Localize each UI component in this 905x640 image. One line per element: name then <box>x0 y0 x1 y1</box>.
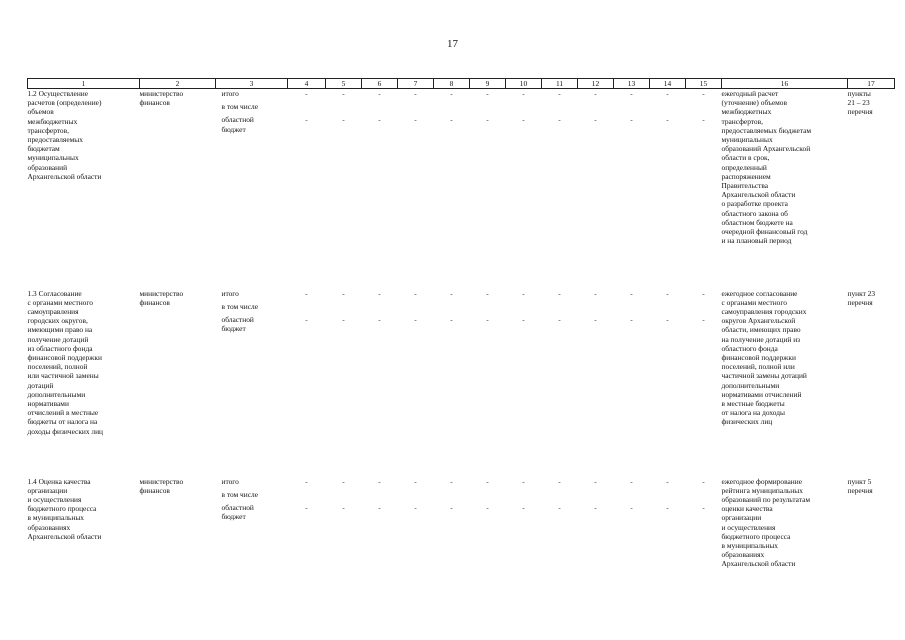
amount-regional-dash: - <box>630 115 633 125</box>
measure-name-line: Архангельской области <box>27 171 102 181</box>
amount-regional-dash: - <box>342 314 345 324</box>
result-line: о разработке проекта <box>721 199 788 209</box>
reference-line: пункт 23 <box>847 288 876 298</box>
measure-name-line: дополнительными <box>27 389 86 399</box>
source-regional-line: бюджет <box>221 512 246 522</box>
amount-total-dash: - <box>342 89 345 98</box>
column-header-5: 5 <box>326 79 362 89</box>
funding-source-cell <box>216 289 288 477</box>
amount-cell-col-7 <box>398 477 434 597</box>
amount-regional-dash: - <box>666 502 669 512</box>
amount-cell-col-14 <box>650 289 686 477</box>
amount-regional-dash: - <box>558 115 561 125</box>
result-line: Архангельской области <box>721 559 796 569</box>
measure-name-line: межбюджетных <box>27 116 78 126</box>
measure-name-line: с органами местного <box>27 297 93 307</box>
amount-cell-col-11 <box>542 89 578 289</box>
amount-regional-dash: - <box>342 502 345 512</box>
result-line: определенный <box>721 162 767 172</box>
measure-name-line: или частичной замены <box>27 371 99 381</box>
amount-cell-col-12 <box>578 477 614 597</box>
amount-total-dash: - <box>594 476 597 486</box>
amount-total-dash: - <box>522 89 525 98</box>
reference-line: перечня <box>847 297 873 307</box>
result-line: и осуществления <box>721 522 776 532</box>
amount-cell-col-4 <box>288 289 326 477</box>
amount-total-dash: - <box>414 89 417 98</box>
result-line: образований Архангельской <box>721 144 811 154</box>
amount-regional-dash: - <box>414 115 417 125</box>
result-line: в местные бюджеты <box>721 398 785 408</box>
amount-cell-col-7 <box>398 289 434 477</box>
column-header-2: 2 <box>140 79 216 89</box>
amount-cell-col-9 <box>470 89 506 289</box>
executor-cell <box>140 477 216 597</box>
amount-total-dash: - <box>378 89 381 98</box>
amount-total-dash: - <box>594 89 597 98</box>
result-line: в муниципальных <box>721 540 779 550</box>
result-line: рейтинга муниципальных <box>721 485 803 495</box>
funding-source-cell <box>216 89 288 289</box>
reference-line: 21 – 23 <box>847 98 870 108</box>
column-header-12: 12 <box>578 79 614 89</box>
amount-total-dash: - <box>414 476 417 486</box>
result-line: от налога на доходы <box>721 408 785 418</box>
amount-regional-dash: - <box>630 314 633 324</box>
amount-cell-col-10 <box>506 289 542 477</box>
measure-name-line: образований <box>27 162 68 172</box>
amount-total-dash: - <box>378 288 381 298</box>
measure-name-line: из областного фонда <box>27 343 93 353</box>
executor-cell <box>140 289 216 477</box>
result-line: образований по результатам <box>721 494 811 504</box>
amount-regional-dash: - <box>450 314 453 324</box>
amount-total-dash: - <box>450 476 453 486</box>
amount-cell-col-8 <box>434 89 470 289</box>
result-line: предоставляемых бюджетам <box>721 125 812 135</box>
result-line: самоуправления городских <box>721 306 807 316</box>
reference-line: пункты <box>847 89 871 98</box>
amount-total-dash: - <box>702 89 705 98</box>
measure-name-line: 1.4 Оценка качества <box>27 476 91 486</box>
reference-cell <box>848 477 895 597</box>
amount-cell-col-5 <box>326 477 362 597</box>
amount-total-dash: - <box>486 288 489 298</box>
measure-name-line: бюджеты от налога на <box>27 417 98 427</box>
amount-total-dash: - <box>305 288 308 298</box>
measure-name-line: самоуправления <box>27 306 79 316</box>
column-header-4: 4 <box>288 79 326 89</box>
amount-regional-dash: - <box>594 314 597 324</box>
result-line: оценки качества <box>721 504 773 514</box>
amount-cell-col-5 <box>326 289 362 477</box>
amount-total-dash: - <box>378 476 381 486</box>
source-regional-line: областной <box>221 314 254 324</box>
source-regional-line: областной <box>221 502 254 512</box>
amount-cell-col-8 <box>434 477 470 597</box>
amount-regional-dash: - <box>378 115 381 125</box>
amount-regional-dash: - <box>414 314 417 324</box>
amount-total-dash: - <box>305 89 308 98</box>
source-regional-line: бюджет <box>221 324 246 334</box>
amount-total-dash: - <box>305 476 308 486</box>
measure-name-line: предоставляемых <box>27 135 83 145</box>
source-including: в том числе <box>221 489 258 499</box>
result-line: ежегодное формирование <box>721 476 802 486</box>
amount-total-dash: - <box>594 288 597 298</box>
result-line: областного фонда <box>721 343 778 353</box>
amount-total-dash: - <box>630 288 633 298</box>
reference-line: перечня <box>847 485 873 495</box>
measure-name-line: и осуществления <box>27 494 82 504</box>
amount-total-dash: - <box>450 288 453 298</box>
result-line: поселений, полной или <box>721 362 795 372</box>
amount-cell-col-4 <box>288 89 326 289</box>
measure-name-line: дотаций <box>27 380 54 390</box>
column-header-11: 11 <box>542 79 578 89</box>
measure-name-line: 1.2 Осуществление <box>27 89 89 98</box>
amount-regional-dash: - <box>414 502 417 512</box>
measure-name-line: доходы физических лиц <box>27 426 104 436</box>
result-line: очередной финансовый год <box>721 227 808 237</box>
amount-cell-col-10 <box>506 477 542 597</box>
program-table <box>27 78 895 597</box>
measure-name-line: организации <box>27 485 68 495</box>
result-line: области в срок, <box>721 153 770 163</box>
measure-name-line: поселений, полной <box>27 362 88 372</box>
measure-name-line: бюджетного процесса <box>27 504 97 514</box>
measure-name-line: 1.3 Согласование <box>27 288 82 298</box>
amount-cell-col-8 <box>434 289 470 477</box>
executor-line: финансов <box>139 98 170 108</box>
result-line: Архангельской области <box>721 190 796 200</box>
amount-cell-col-13 <box>614 89 650 289</box>
table-row <box>28 477 895 597</box>
source-total: итого <box>221 476 239 486</box>
amount-regional-dash: - <box>378 314 381 324</box>
source-including: в том числе <box>221 102 258 112</box>
measure-name-line: имеющими право на <box>27 325 93 335</box>
amount-cell-col-5 <box>326 89 362 289</box>
amount-cell-col-13 <box>614 289 650 477</box>
executor-cell <box>140 89 216 289</box>
amount-cell-col-15 <box>686 289 722 477</box>
measure-name-line: объемов <box>27 107 54 117</box>
amount-cell-col-9 <box>470 477 506 597</box>
amount-cell-col-6 <box>362 89 398 289</box>
result-cell <box>722 289 848 477</box>
amount-regional-dash: - <box>305 502 308 512</box>
amount-regional-dash: - <box>630 502 633 512</box>
amount-regional-dash: - <box>666 115 669 125</box>
amount-cell-col-9 <box>470 289 506 477</box>
result-line: физических лиц <box>721 417 773 427</box>
amount-total-dash: - <box>666 288 669 298</box>
amount-cell-col-7 <box>398 89 434 289</box>
column-header-13: 13 <box>614 79 650 89</box>
reference-cell <box>848 89 895 289</box>
measure-name-line: получение дотаций <box>27 334 89 344</box>
measure-name-line: в муниципальных <box>27 513 85 523</box>
executor-line: министерство <box>139 476 184 486</box>
measure-name-cell <box>28 89 140 289</box>
header-row <box>28 79 895 89</box>
amount-cell-col-14 <box>650 477 686 597</box>
amount-total-dash: - <box>450 89 453 98</box>
column-header-16: 16 <box>722 79 848 89</box>
result-line: и на плановый период <box>721 236 792 246</box>
measure-name-cell <box>28 477 140 597</box>
column-header-14: 14 <box>650 79 686 89</box>
amount-cell-col-15 <box>686 477 722 597</box>
amount-regional-dash: - <box>594 502 597 512</box>
amount-total-dash: - <box>522 476 525 486</box>
amount-regional-dash: - <box>305 115 308 125</box>
source-total: итого <box>221 89 239 98</box>
amount-regional-dash: - <box>702 314 705 324</box>
reference-line: пункт 5 <box>847 476 872 486</box>
measure-name-cell <box>28 289 140 477</box>
result-line: ежегодное согласование <box>721 288 798 298</box>
source-total: итого <box>221 288 239 298</box>
amount-total-dash: - <box>702 288 705 298</box>
amount-total-dash: - <box>414 288 417 298</box>
result-line: областного закона об <box>721 208 788 218</box>
amount-total-dash: - <box>342 476 345 486</box>
amount-regional-dash: - <box>378 502 381 512</box>
amount-total-dash: - <box>342 288 345 298</box>
amount-regional-dash: - <box>486 502 489 512</box>
measure-name-line: нормативами <box>27 398 69 408</box>
amount-cell-col-4 <box>288 477 326 597</box>
column-header-1: 1 <box>28 79 140 89</box>
result-line: округов Архангельской <box>721 316 796 326</box>
amount-cell-col-12 <box>578 289 614 477</box>
amount-regional-dash: - <box>522 502 525 512</box>
measure-name-line: образованиях <box>27 522 71 532</box>
amount-total-dash: - <box>666 89 669 98</box>
amount-regional-dash: - <box>342 115 345 125</box>
measure-name-line: бюджетам <box>27 144 60 154</box>
result-line: муниципальных <box>721 135 773 145</box>
result-line: на получение дотаций из <box>721 334 801 344</box>
result-line: области, имеющих право <box>721 325 801 335</box>
amount-total-dash: - <box>522 288 525 298</box>
column-header-10: 10 <box>506 79 542 89</box>
result-line: бюджетного процесса <box>721 531 791 541</box>
table-row <box>28 289 895 477</box>
amount-cell-col-11 <box>542 477 578 597</box>
source-regional-line: бюджет <box>221 124 246 134</box>
executor-line: министерство <box>139 288 184 298</box>
amount-total-dash: - <box>630 89 633 98</box>
amount-cell-col-6 <box>362 477 398 597</box>
column-header-8: 8 <box>434 79 470 89</box>
amount-total-dash: - <box>702 476 705 486</box>
amount-cell-col-13 <box>614 477 650 597</box>
amount-cell-col-6 <box>362 289 398 477</box>
executor-line: финансов <box>139 485 170 495</box>
amount-total-dash: - <box>558 476 561 486</box>
result-line: межбюджетных <box>721 107 772 117</box>
amount-regional-dash: - <box>702 115 705 125</box>
amount-cell-col-15 <box>686 89 722 289</box>
column-header-7: 7 <box>398 79 434 89</box>
amount-regional-dash: - <box>450 502 453 512</box>
result-line: Правительства <box>721 181 769 191</box>
result-line: образованиях <box>721 550 765 560</box>
reference-cell <box>848 289 895 477</box>
amount-cell-col-12 <box>578 89 614 289</box>
result-line: трансфертов, <box>721 116 763 126</box>
amount-regional-dash: - <box>558 314 561 324</box>
result-cell <box>722 477 848 597</box>
measure-name-line: муниципальных <box>27 153 79 163</box>
column-header-3: 3 <box>216 79 288 89</box>
result-line: нормативами отчислений <box>721 389 802 399</box>
result-line: областном бюджете на <box>721 217 793 227</box>
amount-regional-dash: - <box>702 502 705 512</box>
funding-source-cell <box>216 477 288 597</box>
result-line: ежегодный расчет <box>721 89 779 98</box>
result-line: дополнительными <box>721 380 780 390</box>
page-number: 17 <box>447 38 458 50</box>
amount-regional-dash: - <box>558 502 561 512</box>
measure-name-line: расчетов (определение) <box>27 98 102 108</box>
column-header-6: 6 <box>362 79 398 89</box>
amount-regional-dash: - <box>522 115 525 125</box>
result-line: частичной замены дотаций <box>721 371 807 381</box>
column-header-17: 17 <box>848 79 895 89</box>
amount-regional-dash: - <box>305 314 308 324</box>
result-line: распоряжением <box>721 171 771 181</box>
amount-cell-col-14 <box>650 89 686 289</box>
amount-cell-col-11 <box>542 289 578 477</box>
column-header-9: 9 <box>470 79 506 89</box>
measure-name-line: Архангельской области <box>27 531 102 541</box>
result-line: организации <box>721 513 762 523</box>
amount-regional-dash: - <box>450 115 453 125</box>
amount-regional-dash: - <box>486 115 489 125</box>
reference-line: перечня <box>847 107 873 117</box>
source-regional-line: областной <box>221 115 254 125</box>
measure-name-line: финансовой поддержки <box>27 352 102 362</box>
amount-cell-col-10 <box>506 89 542 289</box>
executor-line: финансов <box>139 297 170 307</box>
amount-total-dash: - <box>486 89 489 98</box>
table-row <box>28 89 895 289</box>
amount-total-dash: - <box>630 476 633 486</box>
measure-name-line: городских округов, <box>27 316 88 326</box>
result-line: (уточнение) объемов <box>721 98 787 108</box>
amount-regional-dash: - <box>486 314 489 324</box>
measure-name-line: трансфертов, <box>27 125 69 135</box>
amount-regional-dash: - <box>522 314 525 324</box>
amount-total-dash: - <box>558 89 561 98</box>
source-including: в том числе <box>221 301 258 311</box>
executor-line: министерство <box>139 89 184 98</box>
amount-regional-dash: - <box>666 314 669 324</box>
result-cell <box>722 89 848 289</box>
amount-total-dash: - <box>666 476 669 486</box>
amount-total-dash: - <box>558 288 561 298</box>
result-line: финансовой поддержки <box>721 352 796 362</box>
column-header-15: 15 <box>686 79 722 89</box>
result-line: с органами местного <box>721 297 787 307</box>
amount-total-dash: - <box>486 476 489 486</box>
amount-regional-dash: - <box>594 115 597 125</box>
measure-name-line: отчислений в местные <box>27 408 99 418</box>
